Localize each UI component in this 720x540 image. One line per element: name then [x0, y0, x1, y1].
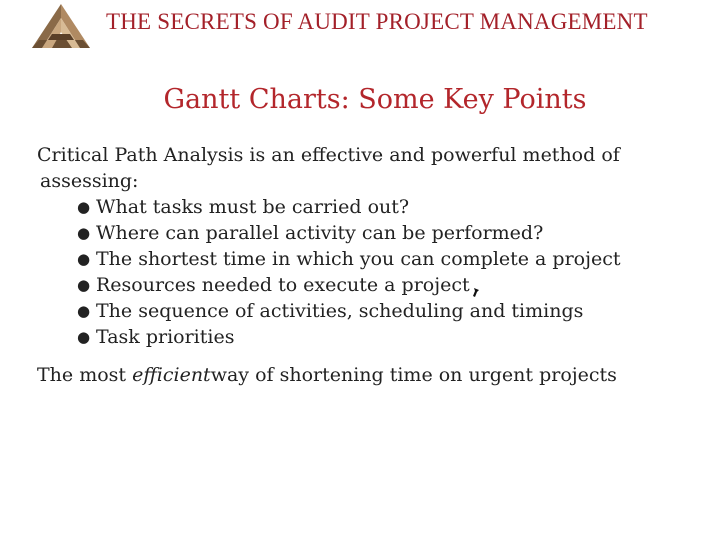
bullet-icon: ● — [77, 276, 91, 294]
impossible-triangle-logo-icon — [28, 2, 94, 50]
intro-text: Critical Path Analysis is an effective and powerful method of — [37, 144, 620, 166]
bullet-icon: ● — [77, 302, 91, 320]
closing-statement — [37, 362, 697, 388]
list-item — [77, 298, 697, 324]
list-item-text: Task priorities — [96, 326, 235, 348]
bullet-icon: ● — [77, 328, 91, 346]
list-item — [77, 324, 697, 350]
list-item-text: What tasks must be carried out? — [96, 196, 410, 218]
intro-text-continued: assessing: — [40, 170, 139, 192]
bullet-icon: ● — [77, 224, 91, 242]
list-item — [77, 220, 697, 246]
closing-text-end: way of shortening time on urgent projects — [210, 364, 617, 386]
bullet-icon: ● — [77, 250, 91, 268]
closing-text-start: The most — [37, 364, 133, 386]
list-item — [77, 194, 697, 220]
list-item-text: Where can parallel activity can be performed? — [96, 222, 544, 244]
key-points-list — [37, 194, 697, 350]
mouse-cursor-icon — [472, 288, 480, 298]
list-item-text: Resources needed to execute a project — [96, 274, 470, 296]
bullet-icon: ● — [77, 198, 91, 216]
slide-title: Gantt Charts: Some Key Points — [163, 84, 587, 115]
header-title: THE SECRETS OF AUDIT PROJECT MANAGEMENT — [106, 9, 648, 34]
slide-body — [37, 142, 697, 388]
list-item — [77, 246, 697, 272]
list-item — [77, 272, 697, 298]
closing-emphasis: efficient — [132, 364, 211, 386]
list-item-text: The shortest time in which you can complete a project — [96, 248, 621, 270]
list-item-text: The sequence of activities, scheduling and timings — [96, 300, 584, 322]
